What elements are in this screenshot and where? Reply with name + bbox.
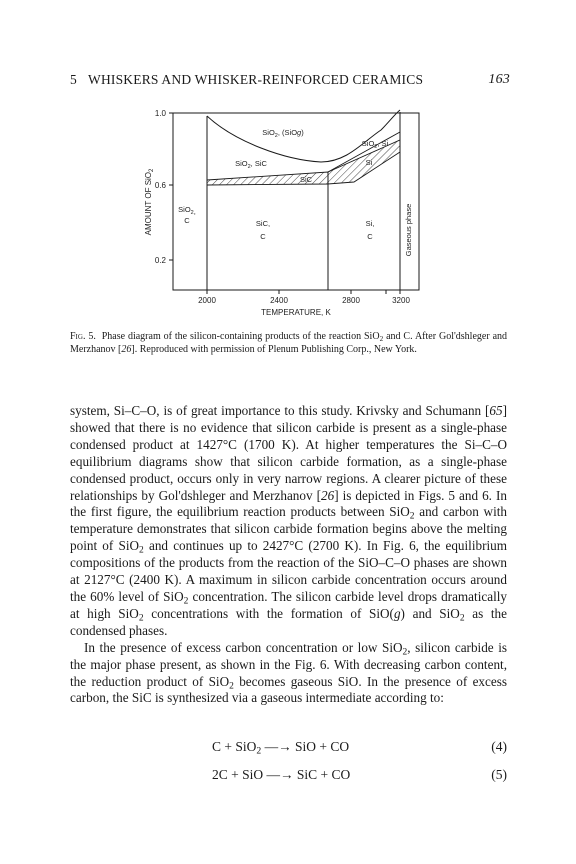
y-axis-ticks (169, 113, 173, 260)
region-label-sic-c: SiC, (255, 219, 271, 228)
equation-5: 2C + SiO —→ SiC + CO (5) (212, 767, 507, 782)
y-tick-label: 0.6 (154, 181, 166, 190)
x-tick-label: 2000 (198, 296, 216, 305)
band-label-si: Si (365, 158, 373, 167)
x-axis-ticks (207, 290, 400, 294)
equation-4: C + SiO$_2$ —→ SiO + CO (4) (212, 739, 507, 757)
band-label-sic: SiC (299, 175, 313, 184)
body-text (70, 403, 507, 707)
y-tick-label: 0.2 (154, 256, 166, 265)
chapter-number: 5 (70, 72, 77, 87)
region-label-gaseous: Gaseous phase (404, 203, 413, 257)
x-axis-title: TEMPERATURE, K (261, 308, 331, 317)
region-label-sio2-si: SiO$_2$, Si (361, 139, 389, 150)
y-tick-label: 1.0 (154, 109, 166, 118)
region-label-sio2-c-2: C (184, 216, 190, 225)
x-tick-label: 3200 (392, 296, 410, 305)
phase-diagram-figure (125, 102, 445, 324)
region-label-si-c-2: C (367, 232, 373, 241)
region-label-sio2-sio: SiO$_2$, (SiOg) (262, 128, 304, 139)
paragraph: system, Si–C–O, is of great importance to this study. Krivsky and Schumann [65] showed that there is no evidence that silicon carbide is present as a single-phase condensed product at 1427°C (1700 K). At higher temperatures the Si–C–O equilibrium diagrams show that silicon carbide formation, as a single-phase condensed product, occurs only in very narrow regions. A clearer picture of these relationships by Gol'dshleger and Merzhanov [26] is depicted in Figs. 5 and 6. In the first figure, the equilibrium reaction products between SiO$_2$ and carbon with temperature demonstrates that silicon carbide formation begins above the melting point of SiO$_2$ and continues up to 2427°C (2700 K). In Fig. 6, the equilibrium compositions of the products from the reaction of the SiO–C–O phases are shown at 2127°C (2400 K). A maximum in silicon carbide concentration occurs around the 60% level of SiO$_2$ concentration. The silicon carbide level drops dramatically at high SiO$_2$ concentrations with the formation of SiO(g) and SiO$_2$ as the condensed phases. (70, 403, 508, 638)
chapter-title: WHISKERS AND WHISKER-REINFORCED CERAMICS (88, 72, 424, 87)
page-number: 163 (488, 72, 510, 87)
region-label-si-c: Si, (365, 219, 375, 228)
y-axis-title: AMOUNT OF SiO$_2$ (144, 168, 155, 236)
x-tick-label: 2800 (342, 296, 360, 305)
paragraph: In the presence of excess carbon concentration or low SiO$_2$, silicon carbide is the major phase present, as shown in the Fig. 6. With decreasing carbon content, the reduction product of SiO$_2$ becomes gaseous SiO. In the presence of excess carbon, the SiC is synthesized via a gaseous intermediate according to: (70, 639, 507, 706)
equation-number: (5) (491, 767, 507, 782)
figure-caption: Fig. 5. Phase diagram of the silicon-containing products of the reaction SiO$_2$ and C. After Gol'dshleger and Merzhanov [26]. Reproduced with permission of Plenum Publishing Corp., New York. (70, 331, 508, 356)
figure-label: Fig. 5. (70, 331, 96, 342)
equation-number: (4) (491, 739, 507, 754)
region-label-sio2-c: SiO$_2$, (178, 205, 196, 216)
x-tick-label: 2400 (270, 296, 288, 305)
region-label-sic-c-2: C (260, 232, 266, 241)
running-header (70, 72, 510, 90)
region-label-sio2-sic: SiO$_2$, SiC (235, 159, 267, 170)
